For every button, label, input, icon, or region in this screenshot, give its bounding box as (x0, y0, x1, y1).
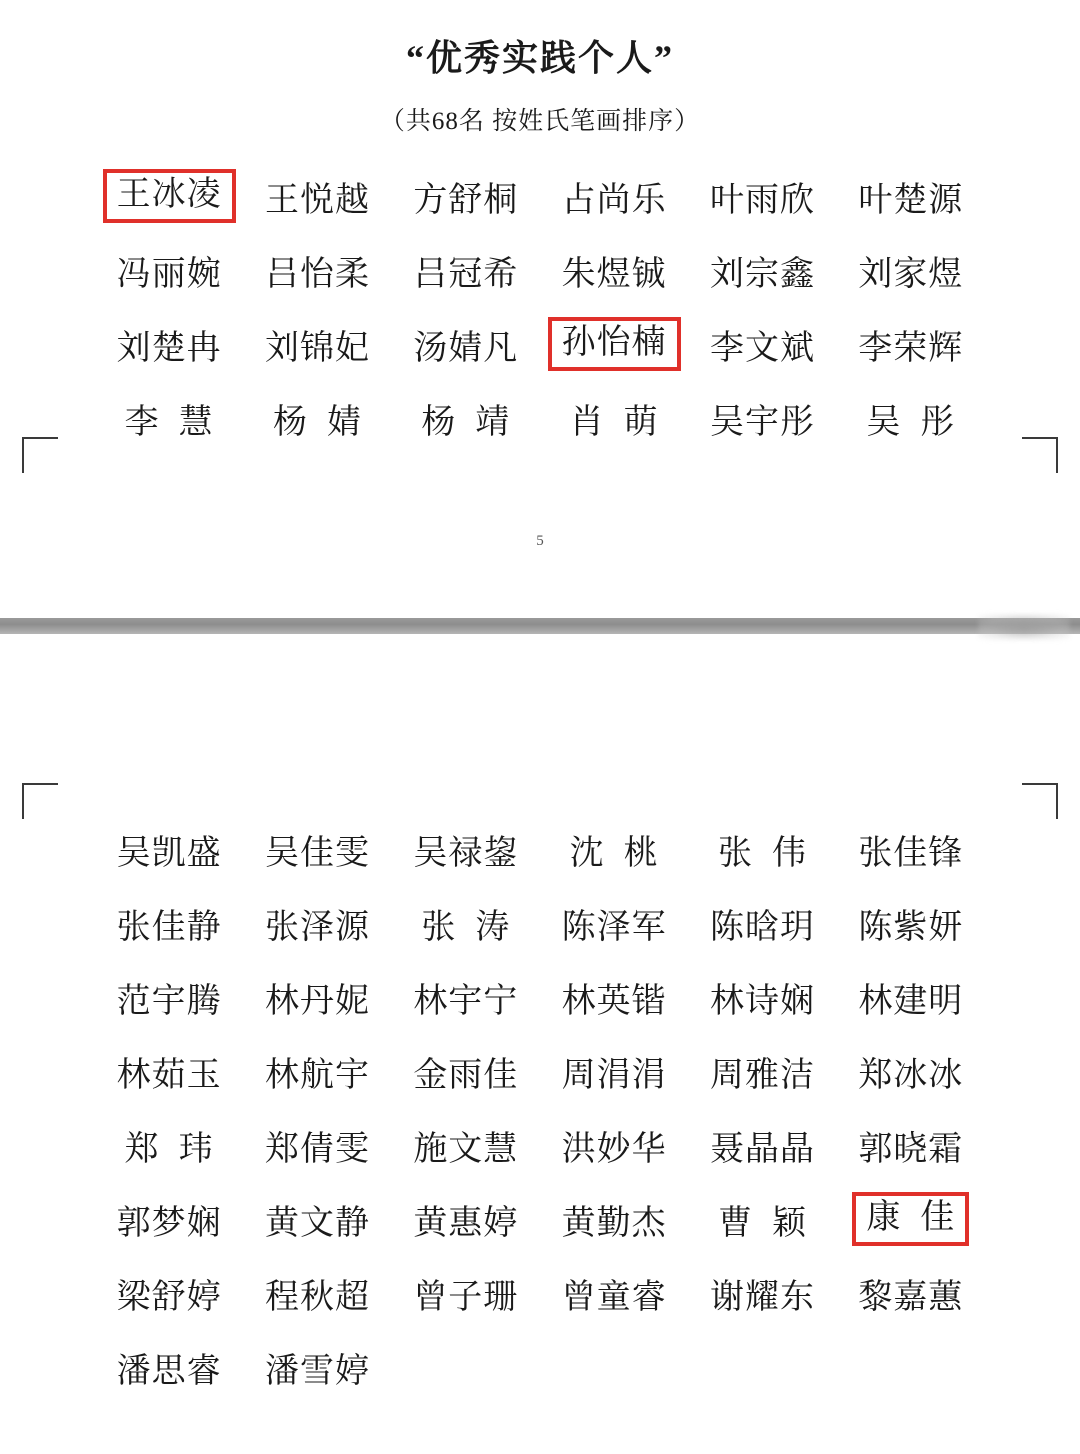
name-cell (243, 159, 391, 233)
name-cell (688, 233, 836, 307)
name-text: 黄文静 (264, 1204, 370, 1242)
name-cell (243, 960, 391, 1034)
name-text: 吴 彤 (866, 403, 956, 441)
name-cell (95, 381, 243, 455)
name-cell (95, 960, 243, 1034)
name-cell (392, 381, 540, 455)
name-text: 王悦越 (264, 181, 370, 219)
page-title: “优秀实践个人” (405, 38, 674, 78)
name-text: 刘宗鑫 (709, 255, 815, 293)
name-cell (540, 1256, 688, 1330)
divider-smudge (978, 614, 1070, 640)
name-cell (95, 307, 243, 381)
name-text: 方舒桐 (413, 181, 519, 219)
name-text: 李 慧 (124, 403, 214, 441)
name-text: 黎嘉蕙 (858, 1278, 964, 1316)
name-cell (243, 1182, 391, 1256)
name-cell (837, 1256, 985, 1330)
name-text: 潘雪婷 (264, 1352, 370, 1390)
name-cell (243, 307, 391, 381)
name-grid-top (95, 159, 985, 455)
name-text: 李荣辉 (858, 329, 964, 367)
name-cell (688, 381, 836, 455)
name-text: 张 伟 (717, 834, 807, 872)
name-text: 吴凯盛 (116, 834, 222, 872)
name-cell (540, 233, 688, 307)
name-text: 黄勤杰 (561, 1204, 667, 1242)
name-cell (837, 307, 985, 381)
name-cell (95, 812, 243, 886)
name-cell (837, 1034, 985, 1108)
name-text: 林诗娴 (709, 982, 815, 1020)
name-cell-highlighted (540, 307, 688, 381)
name-text: 林丹妮 (264, 982, 370, 1020)
name-cell (392, 1108, 540, 1182)
name-text: 冯丽婉 (116, 255, 222, 293)
name-text: 吴佳雯 (264, 834, 370, 872)
name-cell (243, 812, 391, 886)
name-text: 肖 萌 (569, 403, 659, 441)
name-text: 李文斌 (709, 329, 815, 367)
name-cell (392, 1256, 540, 1330)
name-text: 吕冠希 (413, 255, 519, 293)
name-cell (688, 1182, 836, 1256)
name-text: 刘锦妃 (264, 329, 370, 367)
name-text: 杨 婧 (272, 403, 362, 441)
name-cell (837, 159, 985, 233)
name-cell (243, 1108, 391, 1182)
name-cell (392, 159, 540, 233)
name-text: 吴宇彤 (709, 403, 815, 441)
name-cell-highlighted (95, 159, 243, 233)
name-text: 曹 颖 (717, 1204, 807, 1242)
name-text: 叶楚源 (858, 181, 964, 219)
name-text: 黄惠婷 (413, 1204, 519, 1242)
name-text: 张佳锋 (858, 834, 964, 872)
name-cell (95, 1256, 243, 1330)
name-cell (392, 1034, 540, 1108)
name-text: 孙怡楠 (548, 317, 681, 371)
name-cell (95, 233, 243, 307)
name-text: 曾童睿 (561, 1278, 667, 1316)
name-cell (688, 1034, 836, 1108)
name-cell (392, 886, 540, 960)
name-text: 杨 靖 (421, 403, 511, 441)
name-text: 郭梦娴 (116, 1204, 222, 1242)
name-text: 占尚乐 (561, 181, 667, 219)
page-subtitle: （共68名 按姓氏笔画排序） (379, 108, 701, 135)
name-text: 郭晓霜 (858, 1130, 964, 1168)
name-cell (392, 1182, 540, 1256)
name-cell (243, 233, 391, 307)
name-text: 林英锴 (561, 982, 667, 1020)
name-cell (837, 960, 985, 1034)
name-text: 范宇腾 (116, 982, 222, 1020)
name-cell (95, 1330, 243, 1404)
name-text: 梁舒婷 (116, 1278, 222, 1316)
name-text: 张 涛 (421, 908, 511, 946)
name-cell (540, 381, 688, 455)
name-text: 陈泽军 (561, 908, 667, 946)
name-cell (837, 381, 985, 455)
name-cell (540, 1034, 688, 1108)
page-divider (0, 618, 1080, 634)
name-text: 谢耀东 (709, 1278, 815, 1316)
name-text: 洪妙华 (561, 1130, 667, 1168)
name-cell (392, 307, 540, 381)
name-cell-highlighted (837, 1182, 985, 1256)
name-text: 郑倩雯 (264, 1130, 370, 1168)
name-text: 康 佳 (852, 1192, 969, 1246)
name-cell (243, 1256, 391, 1330)
name-text: 林航宇 (264, 1056, 370, 1094)
name-cell (392, 960, 540, 1034)
name-cell (95, 1182, 243, 1256)
name-text: 金雨佳 (413, 1056, 519, 1094)
name-cell (243, 886, 391, 960)
name-text: 吴禄鋆 (413, 834, 519, 872)
name-text: 周雅洁 (709, 1056, 815, 1094)
name-cell (540, 812, 688, 886)
name-text: 叶雨欣 (709, 181, 815, 219)
document-page-top (0, 0, 1080, 550)
name-text: 刘楚冉 (116, 329, 222, 367)
name-cell (540, 1108, 688, 1182)
crop-mark-top-right (1022, 437, 1058, 473)
name-cell (95, 1108, 243, 1182)
name-text: 王冰凌 (103, 169, 236, 223)
name-cell (392, 812, 540, 886)
name-text: 汤婧凡 (413, 329, 519, 367)
name-cell (688, 1108, 836, 1182)
name-cell (837, 886, 985, 960)
name-cell (392, 233, 540, 307)
name-text: 刘家煜 (858, 255, 964, 293)
name-text: 郑 玮 (124, 1130, 214, 1168)
name-text: 曾子珊 (413, 1278, 519, 1316)
name-text: 陈晗玥 (709, 908, 815, 946)
name-text: 陈紫妍 (858, 908, 964, 946)
name-cell (243, 381, 391, 455)
name-cell (837, 233, 985, 307)
document-page-bottom (0, 812, 1080, 1404)
name-text: 沈 桃 (569, 834, 659, 872)
name-text: 林茹玉 (116, 1056, 222, 1094)
name-cell (95, 886, 243, 960)
name-text: 吕怡柔 (264, 255, 370, 293)
name-cell (688, 1256, 836, 1330)
name-text: 施文慧 (413, 1130, 519, 1168)
name-cell (688, 159, 836, 233)
name-text: 张佳静 (116, 908, 222, 946)
name-cell (540, 159, 688, 233)
page-number: 5 (536, 533, 544, 549)
name-text: 程秋超 (264, 1278, 370, 1316)
name-cell (688, 960, 836, 1034)
name-cell (540, 1182, 688, 1256)
name-cell (540, 960, 688, 1034)
name-text: 林宇宁 (413, 982, 519, 1020)
name-text: 张泽源 (264, 908, 370, 946)
name-grid-bottom (95, 812, 985, 1404)
name-cell (837, 1108, 985, 1182)
name-text: 聂晶晶 (709, 1130, 815, 1168)
crop-mark-top-left (22, 437, 58, 473)
name-cell (837, 812, 985, 886)
name-text: 周涓涓 (561, 1056, 667, 1094)
name-text: 林建明 (858, 982, 964, 1020)
name-text: 朱煜铖 (561, 255, 667, 293)
name-cell (688, 886, 836, 960)
name-cell (540, 886, 688, 960)
name-cell (243, 1034, 391, 1108)
name-text: 潘思睿 (116, 1352, 222, 1390)
name-cell (688, 812, 836, 886)
name-text: 郑冰冰 (858, 1056, 964, 1094)
name-cell (688, 307, 836, 381)
name-cell (95, 1034, 243, 1108)
name-cell (243, 1330, 391, 1404)
